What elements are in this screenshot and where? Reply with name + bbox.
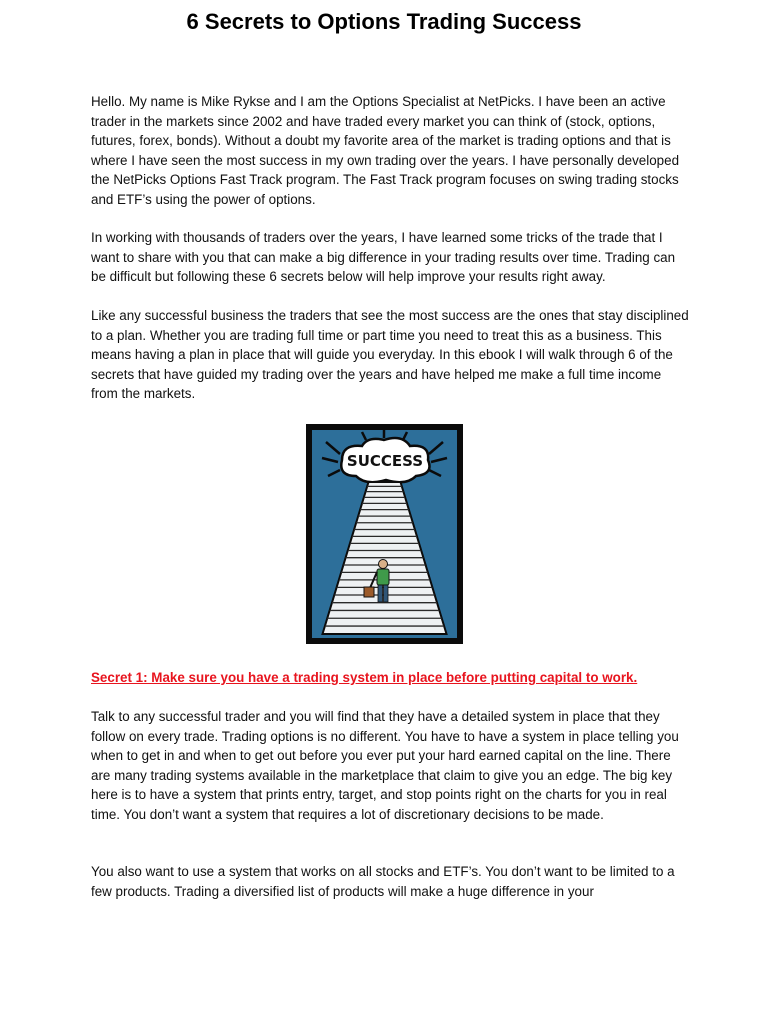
secret-1-heading[interactable]: Secret 1: Make sure you have a trading system in place before putting capital to work.	[91, 670, 638, 685]
cloud-label: SUCCESS	[346, 452, 424, 470]
intro-paragraph: Hello. My name is Mike Rykse and I am the Options Specialist at NetPicks. I have been an active trader in the markets since 2002 and have traded every market you can think of (stock, options, futures, forex, bonds). Without a doubt my favorite area of the market is trading options and that is where I have seen the most success in my own trading over the years. I have personally developed the NetPicks Options Fast Track program. The Fast Track program focuses on swing trading stocks and ETF’s using the power of options.	[91, 94, 680, 207]
document-title: 6 Secrets to Options Trading Success	[186, 9, 582, 34]
success-stairs-illustration	[306, 424, 463, 644]
stairs-to-success-drawing	[306, 424, 463, 644]
secret-1-paragraph: Talk to any successful trader and you will find that they have a detailed system in place that they follow on every trade. Trading options is no different. You have to have a system in place telling you when to get in and when to get out before you ever put your hard earned capital on the line. There are many trading systems available in the marketplace that claim to give you an edge. The big key here is to have a system that prints entry, target, and stop points right on the charts for you in real time. You don’t want a system that requires a lot of discretionary decisions to be made.	[91, 709, 679, 822]
tricks-paragraph: In working with thousands of traders over the years, I have learned some tricks of the trade that I want to share with you that can make a big difference in your trading results over time. Trading can be difficult but following these 6 secrets below will help improve your results right away.	[91, 230, 676, 285]
secret-1-continuation-paragraph: You also want to use a system that works on all stocks and ETF’s. You don’t want to be limited to a few products. Trading a diversified list of products will make a huge difference in your	[91, 864, 675, 899]
discipline-paragraph: Like any successful business the traders that see the most success are the ones that stay disciplined to a plan. Whether you are trading full time or part time you need to treat this as a business. This means having a plan in place that will guide you everyday. In this ebook I will walk through 6 of the secrets that have guided my trading over the years and have helped me make a full time income from the markets.	[91, 308, 689, 402]
